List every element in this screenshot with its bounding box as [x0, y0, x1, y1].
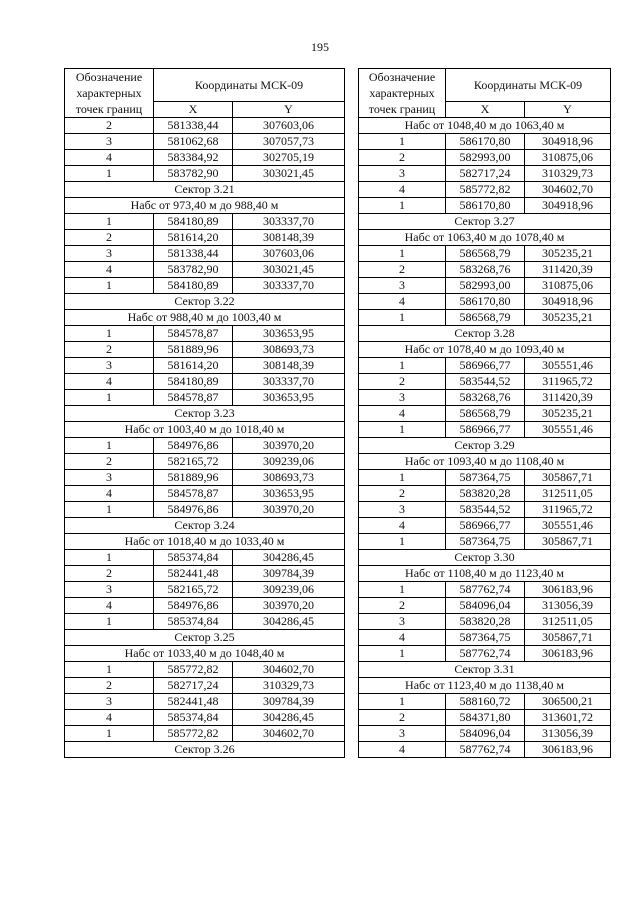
y-coordinate-cell: 306183,96	[525, 742, 611, 758]
y-coordinate-cell: 304286,45	[233, 710, 345, 726]
table-row	[359, 294, 611, 310]
table-row	[65, 502, 345, 518]
point-number-cell: 2	[65, 454, 154, 470]
x-coordinate-cell: 582993,00	[446, 278, 525, 294]
table-row	[65, 326, 345, 342]
coordinates-table-left	[64, 68, 345, 758]
x-coordinate-cell: 584371,80	[446, 710, 525, 726]
table-row	[65, 374, 345, 390]
x-coordinate-cell: 584976,86	[154, 598, 233, 614]
table-row	[359, 470, 611, 486]
x-coordinate-cell: 583384,92	[154, 150, 233, 166]
y-coordinate-cell: 302705,19	[233, 150, 345, 166]
point-number-cell: 1	[359, 646, 446, 662]
y-coordinate-cell: 304602,70	[525, 182, 611, 198]
x-coordinate-cell: 581338,44	[154, 246, 233, 262]
table-row	[65, 438, 345, 454]
point-number-cell: 3	[359, 166, 446, 182]
point-number-cell: 3	[65, 358, 154, 374]
point-number-cell: 1	[359, 582, 446, 598]
table-row	[65, 118, 345, 134]
x-coordinate-cell: 583544,52	[446, 374, 525, 390]
y-coordinate-cell: 307603,06	[233, 118, 345, 134]
y-coordinate-cell: 309239,06	[233, 582, 345, 598]
section-row	[65, 742, 345, 758]
section-label: Сектор 3.25	[65, 630, 345, 646]
x-coordinate-cell: 585374,84	[154, 614, 233, 630]
x-coordinate-cell: 584976,86	[154, 438, 233, 454]
section-label: Набс от 1018,40 м до 1033,40 м	[65, 534, 345, 550]
table-row	[65, 358, 345, 374]
point-number-cell: 2	[65, 566, 154, 582]
section-label: Набс от 1108,40 м до 1123,40 м	[359, 566, 611, 582]
y-coordinate-cell: 304918,96	[525, 198, 611, 214]
point-number-cell: 1	[359, 310, 446, 326]
x-coordinate-cell: 585374,84	[154, 710, 233, 726]
x-coordinate-cell: 587762,74	[446, 582, 525, 598]
x-coordinate-cell: 583820,28	[446, 614, 525, 630]
y-coordinate-cell: 305867,71	[525, 534, 611, 550]
y-coordinate-cell: 303653,95	[233, 486, 345, 502]
x-coordinate-cell: 583820,28	[446, 486, 525, 502]
table-row	[65, 278, 345, 294]
x-coordinate-cell: 581889,96	[154, 470, 233, 486]
section-label: Сектор 3.26	[65, 742, 345, 758]
section-row	[359, 454, 611, 470]
point-number-cell: 3	[359, 390, 446, 406]
y-coordinate-cell: 303970,20	[233, 598, 345, 614]
x-coordinate-cell: 587364,75	[446, 534, 525, 550]
y-coordinate-cell: 310875,06	[525, 278, 611, 294]
table-row	[359, 630, 611, 646]
point-number-cell: 1	[359, 198, 446, 214]
y-coordinate-cell: 311420,39	[525, 390, 611, 406]
table-row	[359, 502, 611, 518]
point-number-cell: 4	[65, 374, 154, 390]
section-row	[359, 550, 611, 566]
table-row	[65, 246, 345, 262]
y-coordinate-cell: 310329,73	[525, 166, 611, 182]
x-coordinate-cell: 582441,48	[154, 566, 233, 582]
section-row	[65, 310, 345, 326]
y-coordinate-cell: 304286,45	[233, 614, 345, 630]
point-number-cell: 2	[65, 118, 154, 134]
point-number-cell: 3	[65, 582, 154, 598]
point-number-cell: 1	[359, 534, 446, 550]
y-coordinate-cell: 303337,70	[233, 278, 345, 294]
x-coordinate-cell: 583782,90	[154, 262, 233, 278]
point-number-cell: 4	[359, 518, 446, 534]
x-coordinate-cell: 584180,89	[154, 278, 233, 294]
section-row	[359, 438, 611, 454]
point-number-cell: 2	[65, 230, 154, 246]
point-number-cell: 2	[359, 598, 446, 614]
section-label: Набс от 1033,40 м до 1048,40 м	[65, 646, 345, 662]
point-number-cell: 3	[65, 134, 154, 150]
x-column-header: X	[154, 101, 233, 117]
table-row	[359, 598, 611, 614]
x-coordinate-cell: 582993,00	[446, 150, 525, 166]
point-number-cell: 1	[65, 438, 154, 454]
table-row	[359, 406, 611, 422]
table-row	[65, 614, 345, 630]
y-coordinate-cell: 310329,73	[233, 678, 345, 694]
x-coordinate-cell: 586966,77	[446, 518, 525, 534]
x-coordinate-cell: 581889,96	[154, 342, 233, 358]
table-row	[65, 230, 345, 246]
y-column-header: Y	[233, 101, 345, 117]
table-row	[65, 454, 345, 470]
y-coordinate-cell: 303970,20	[233, 502, 345, 518]
table-row	[359, 390, 611, 406]
point-number-cell: 1	[359, 422, 446, 438]
table-row	[65, 134, 345, 150]
section-label: Сектор 3.31	[359, 662, 611, 678]
section-label: Сектор 3.21	[65, 182, 345, 198]
y-coordinate-cell: 311420,39	[525, 262, 611, 278]
table-row	[65, 342, 345, 358]
y-coordinate-cell: 308148,39	[233, 230, 345, 246]
section-row	[65, 630, 345, 646]
point-number-cell: 1	[65, 614, 154, 630]
point-number-cell: 4	[359, 406, 446, 422]
section-label: Набс от 988,40 м до 1003,40 м	[65, 310, 345, 326]
table-row	[359, 150, 611, 166]
x-coordinate-cell: 586568,79	[446, 310, 525, 326]
section-label: Набс от 1093,40 м до 1108,40 м	[359, 454, 611, 470]
point-number-cell: 3	[65, 694, 154, 710]
y-coordinate-cell: 311965,72	[525, 502, 611, 518]
x-coordinate-cell: 584578,87	[154, 486, 233, 502]
table-row	[65, 678, 345, 694]
x-coordinate-cell: 587762,74	[446, 742, 525, 758]
section-row	[65, 422, 345, 438]
point-number-cell: 4	[65, 150, 154, 166]
y-coordinate-cell: 305551,46	[525, 358, 611, 374]
point-number-cell: 3	[359, 614, 446, 630]
point-number-cell: 3	[65, 470, 154, 486]
section-label: Сектор 3.27	[359, 214, 611, 230]
point-number-cell: 1	[65, 166, 154, 182]
point-number-cell: 1	[65, 662, 154, 678]
table-row	[65, 582, 345, 598]
x-coordinate-cell: 581614,20	[154, 230, 233, 246]
point-number-cell: 2	[359, 150, 446, 166]
table-row	[359, 358, 611, 374]
point-number-cell: 1	[359, 470, 446, 486]
x-coordinate-cell: 583782,90	[154, 166, 233, 182]
section-label: Сектор 3.22	[65, 294, 345, 310]
y-coordinate-cell: 310875,06	[525, 150, 611, 166]
section-row	[65, 294, 345, 310]
x-coordinate-cell: 584096,04	[446, 726, 525, 742]
x-coordinate-cell: 584180,89	[154, 214, 233, 230]
table-row	[65, 486, 345, 502]
table-row	[359, 278, 611, 294]
point-number-cell: 2	[359, 710, 446, 726]
section-row	[359, 118, 611, 134]
table-row	[65, 710, 345, 726]
section-row	[359, 662, 611, 678]
table-row	[65, 550, 345, 566]
x-coordinate-cell: 584976,86	[154, 502, 233, 518]
y-coordinate-cell: 307603,06	[233, 246, 345, 262]
point-number-cell: 4	[359, 742, 446, 758]
table-row	[359, 710, 611, 726]
y-coordinate-cell: 303653,95	[233, 326, 345, 342]
y-coordinate-cell: 306183,96	[525, 582, 611, 598]
x-coordinate-cell: 586170,80	[446, 134, 525, 150]
point-number-cell: 4	[359, 182, 446, 198]
section-row	[359, 342, 611, 358]
table-row	[65, 166, 345, 182]
x-coordinate-cell: 588160,72	[446, 694, 525, 710]
y-coordinate-cell: 303653,95	[233, 390, 345, 406]
table-row	[359, 534, 611, 550]
y-coordinate-cell: 304602,70	[233, 726, 345, 742]
section-row	[65, 534, 345, 550]
y-coordinate-cell: 305867,71	[525, 630, 611, 646]
y-coordinate-cell: 312511,05	[525, 486, 611, 502]
y-coordinate-cell: 305235,21	[525, 406, 611, 422]
x-coordinate-cell: 582717,24	[154, 678, 233, 694]
y-coordinate-cell: 304286,45	[233, 550, 345, 566]
point-number-cell: 2	[359, 374, 446, 390]
table-row	[65, 598, 345, 614]
y-coordinate-cell: 309239,06	[233, 454, 345, 470]
y-coordinate-cell: 308148,39	[233, 358, 345, 374]
y-coordinate-cell: 304602,70	[233, 662, 345, 678]
point-number-cell: 4	[359, 294, 446, 310]
point-number-cell: 1	[359, 694, 446, 710]
table-row	[359, 614, 611, 630]
table-row	[65, 694, 345, 710]
table-row	[359, 518, 611, 534]
x-coordinate-cell: 584578,87	[154, 326, 233, 342]
table-row	[65, 566, 345, 582]
table-row	[359, 726, 611, 742]
x-coordinate-cell: 586966,77	[446, 422, 525, 438]
x-coordinate-cell: 581338,44	[154, 118, 233, 134]
y-coordinate-cell: 303970,20	[233, 438, 345, 454]
x-coordinate-cell: 582441,48	[154, 694, 233, 710]
coordinates-header: Координаты МСК-09	[446, 69, 611, 102]
x-coordinate-cell: 587364,75	[446, 470, 525, 486]
y-coordinate-cell: 309784,39	[233, 566, 345, 582]
y-coordinate-cell: 304918,96	[525, 294, 611, 310]
section-label: Набс от 1003,40 м до 1018,40 м	[65, 422, 345, 438]
table-row	[359, 694, 611, 710]
y-coordinate-cell: 307057,73	[233, 134, 345, 150]
table-row	[65, 726, 345, 742]
x-column-header: X	[446, 101, 525, 117]
section-row	[65, 406, 345, 422]
section-label: Сектор 3.30	[359, 550, 611, 566]
y-coordinate-cell: 303021,45	[233, 166, 345, 182]
x-coordinate-cell: 587364,75	[446, 630, 525, 646]
x-coordinate-cell: 583544,52	[446, 502, 525, 518]
x-coordinate-cell: 586568,79	[446, 246, 525, 262]
table-row	[359, 262, 611, 278]
table-row	[359, 198, 611, 214]
table-row	[65, 150, 345, 166]
table-row	[65, 662, 345, 678]
table-row	[65, 214, 345, 230]
point-number-cell: 1	[65, 390, 154, 406]
y-coordinate-cell: 306500,21	[525, 694, 611, 710]
x-coordinate-cell: 586568,79	[446, 406, 525, 422]
coordinates-header: Координаты МСК-09	[154, 69, 345, 102]
y-coordinate-cell: 305551,46	[525, 518, 611, 534]
y-coordinate-cell: 304918,96	[525, 134, 611, 150]
y-coordinate-cell: 308693,73	[233, 470, 345, 486]
section-row	[359, 566, 611, 582]
point-number-cell: 3	[359, 726, 446, 742]
point-number-cell: 4	[65, 710, 154, 726]
section-row	[359, 230, 611, 246]
x-coordinate-cell: 587762,74	[446, 646, 525, 662]
section-label: Набс от 1123,40 м до 1138,40 м	[359, 678, 611, 694]
table-row	[359, 582, 611, 598]
x-coordinate-cell: 585772,82	[154, 726, 233, 742]
x-coordinate-cell: 584096,04	[446, 598, 525, 614]
x-coordinate-cell: 586170,80	[446, 198, 525, 214]
y-coordinate-cell: 303337,70	[233, 374, 345, 390]
table-row	[359, 246, 611, 262]
x-coordinate-cell: 583268,76	[446, 262, 525, 278]
x-coordinate-cell: 584578,87	[154, 390, 233, 406]
point-number-cell: 4	[65, 262, 154, 278]
x-coordinate-cell: 586170,80	[446, 294, 525, 310]
point-number-cell: 1	[359, 358, 446, 374]
table-row	[65, 390, 345, 406]
section-label: Набс от 1078,40 м до 1093,40 м	[359, 342, 611, 358]
point-number-cell: 2	[65, 342, 154, 358]
point-number-cell: 3	[359, 278, 446, 294]
point-number-cell: 1	[65, 502, 154, 518]
section-row	[359, 326, 611, 342]
section-label: Набс от 1048,40 м до 1063,40 м	[359, 118, 611, 134]
table-row	[359, 374, 611, 390]
x-coordinate-cell: 585772,82	[446, 182, 525, 198]
x-coordinate-cell: 584180,89	[154, 374, 233, 390]
table-row	[359, 310, 611, 326]
section-label: Сектор 3.23	[65, 406, 345, 422]
point-number-cell: 4	[65, 598, 154, 614]
x-coordinate-cell: 582165,72	[154, 454, 233, 470]
table-row	[359, 646, 611, 662]
table-row	[359, 422, 611, 438]
y-coordinate-cell: 303337,70	[233, 214, 345, 230]
table-row	[359, 166, 611, 182]
point-number-cell: 1	[65, 278, 154, 294]
point-number-cell: 2	[65, 678, 154, 694]
x-coordinate-cell: 581614,20	[154, 358, 233, 374]
point-number-cell: 1	[359, 246, 446, 262]
point-number-cell: 1	[65, 726, 154, 742]
section-row	[65, 646, 345, 662]
section-label: Набс от 973,40 м до 988,40 м	[65, 198, 345, 214]
section-label: Набс от 1063,40 м до 1078,40 м	[359, 230, 611, 246]
y-coordinate-cell: 306183,96	[525, 646, 611, 662]
coordinates-table-right	[358, 68, 611, 758]
section-row	[359, 214, 611, 230]
y-coordinate-cell: 311965,72	[525, 374, 611, 390]
point-number-cell: 1	[65, 550, 154, 566]
y-coordinate-cell: 305235,21	[525, 310, 611, 326]
y-coordinate-cell: 313056,39	[525, 598, 611, 614]
x-coordinate-cell: 582717,24	[446, 166, 525, 182]
point-number-cell: 3	[65, 246, 154, 262]
x-coordinate-cell: 582165,72	[154, 582, 233, 598]
y-column-header: Y	[525, 101, 611, 117]
table-row	[65, 262, 345, 278]
section-row	[359, 678, 611, 694]
section-label: Сектор 3.29	[359, 438, 611, 454]
section-label: Сектор 3.24	[65, 518, 345, 534]
table-row	[359, 134, 611, 150]
y-coordinate-cell: 305235,21	[525, 246, 611, 262]
y-coordinate-cell: 305551,46	[525, 422, 611, 438]
page-number: 195	[311, 40, 329, 54]
y-coordinate-cell: 308693,73	[233, 342, 345, 358]
point-number-cell: 1	[65, 326, 154, 342]
y-coordinate-cell: 313601,72	[525, 710, 611, 726]
section-row	[65, 182, 345, 198]
point-number-cell: 2	[359, 262, 446, 278]
x-coordinate-cell: 585772,82	[154, 662, 233, 678]
section-row	[65, 518, 345, 534]
y-coordinate-cell: 303021,45	[233, 262, 345, 278]
table-row	[359, 742, 611, 758]
point-designation-header: Обозначение характерных точек границ	[359, 69, 446, 118]
y-coordinate-cell: 313056,39	[525, 726, 611, 742]
point-designation-header: Обозначение характерных точек границ	[65, 69, 154, 118]
point-number-cell: 3	[359, 502, 446, 518]
point-number-cell: 2	[359, 486, 446, 502]
table-row	[359, 182, 611, 198]
x-coordinate-cell: 585374,84	[154, 550, 233, 566]
x-coordinate-cell: 581062,68	[154, 134, 233, 150]
point-number-cell: 4	[359, 630, 446, 646]
point-number-cell: 1	[65, 214, 154, 230]
point-number-cell: 1	[359, 134, 446, 150]
y-coordinate-cell: 309784,39	[233, 694, 345, 710]
y-coordinate-cell: 305867,71	[525, 470, 611, 486]
x-coordinate-cell: 586966,77	[446, 358, 525, 374]
section-row	[65, 198, 345, 214]
table-row	[65, 470, 345, 486]
point-number-cell: 4	[65, 486, 154, 502]
y-coordinate-cell: 312511,05	[525, 614, 611, 630]
x-coordinate-cell: 583268,76	[446, 390, 525, 406]
section-label: Сектор 3.28	[359, 326, 611, 342]
table-row	[359, 486, 611, 502]
